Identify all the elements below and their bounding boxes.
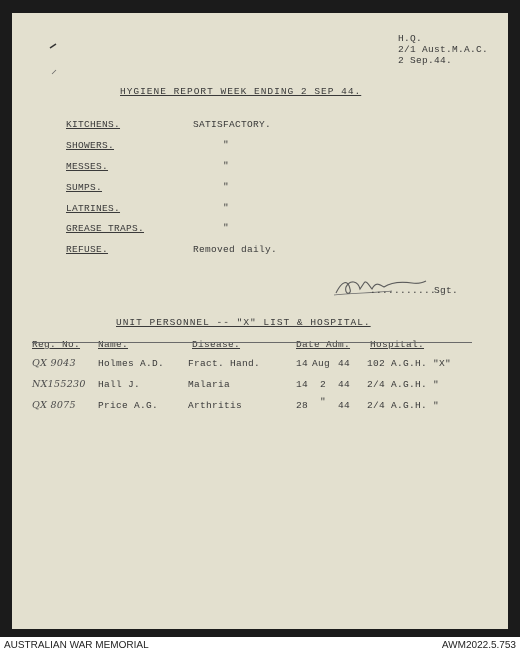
report-title: HYGIENE REPORT WEEK ENDING 2 SEP 44. bbox=[120, 86, 362, 97]
item-label-sumps: SUMPS. bbox=[66, 182, 103, 193]
date-year-cell: 44 bbox=[338, 358, 351, 369]
archive-credit: AUSTRALIAN WAR MEMORIAL bbox=[4, 640, 149, 651]
item-label-showers: SHOWERS. bbox=[66, 140, 115, 151]
item-value-latrines: " bbox=[223, 202, 230, 213]
column-header-date-adm: Date Adm. bbox=[296, 339, 351, 350]
hospital-cell: 102 A.G.H. "X" bbox=[367, 358, 452, 369]
reg-no-cell: QX 8075 bbox=[32, 400, 76, 411]
signature-rank: Sgt. bbox=[434, 285, 459, 296]
item-value-refuse: Removed daily. bbox=[193, 244, 278, 255]
column-header-hospital: Hospital. bbox=[370, 339, 425, 350]
hospital-cell: 2/4 A.G.H. " bbox=[367, 379, 440, 390]
item-value-grease-traps: " bbox=[223, 222, 230, 233]
signature-dots: ........... bbox=[370, 285, 437, 296]
document-page bbox=[12, 13, 508, 629]
hospital-cell: 2/4 A.G.H. " bbox=[367, 400, 440, 411]
personnel-title: UNIT PERSONNEL -- "X" LIST & HOSPITAL. bbox=[116, 317, 371, 328]
disease-cell: Arthritis bbox=[188, 400, 243, 411]
item-value-kitchens: SATISFACTORY. bbox=[193, 119, 272, 130]
disease-cell: Fract. Hand. bbox=[188, 358, 261, 369]
item-label-messes: MESSES. bbox=[66, 161, 109, 172]
date-year-cell: 44 bbox=[338, 400, 351, 411]
item-label-refuse: REFUSE. bbox=[66, 244, 109, 255]
column-header-name: Name. bbox=[98, 339, 129, 350]
column-header-reg-no: Reg. No. bbox=[32, 339, 81, 350]
date-day-cell: 14 bbox=[296, 358, 309, 369]
item-value-messes: " bbox=[223, 160, 230, 171]
archive-id: AWM2022.5.753 bbox=[441, 640, 516, 651]
name-cell: Price A.G. bbox=[98, 400, 159, 411]
pencil-mark bbox=[48, 40, 60, 80]
header-rule bbox=[32, 342, 472, 343]
column-header-disease: Disease. bbox=[192, 339, 241, 350]
date-month-cell: Aug bbox=[312, 358, 331, 369]
reg-no-cell: QX 9043 bbox=[32, 358, 76, 369]
disease-cell: Malaria bbox=[188, 379, 231, 390]
reg-no-cell: NX155230 bbox=[32, 379, 86, 390]
date-day-cell: 28 bbox=[296, 400, 309, 411]
date-year-cell: 44 bbox=[338, 379, 351, 390]
date-month-cell: " bbox=[320, 396, 327, 407]
date-month-cell: 2 bbox=[320, 379, 327, 390]
header-line-3: 2 Sep.44. bbox=[398, 55, 453, 66]
item-value-sumps: " bbox=[223, 181, 230, 192]
name-cell: Hall J. bbox=[98, 379, 141, 390]
date-day-cell: 14 bbox=[296, 379, 309, 390]
header-line-1: H.Q. bbox=[398, 33, 423, 44]
item-value-showers: " bbox=[223, 139, 230, 150]
item-label-grease-traps: GREASE TRAPS. bbox=[66, 223, 145, 234]
header-line-2: 2/1 Aust.M.A.C. bbox=[398, 44, 489, 55]
item-label-latrines: LATRINES. bbox=[66, 203, 121, 214]
name-cell: Holmes A.D. bbox=[98, 358, 165, 369]
item-label-kitchens: KITCHENS. bbox=[66, 119, 121, 130]
